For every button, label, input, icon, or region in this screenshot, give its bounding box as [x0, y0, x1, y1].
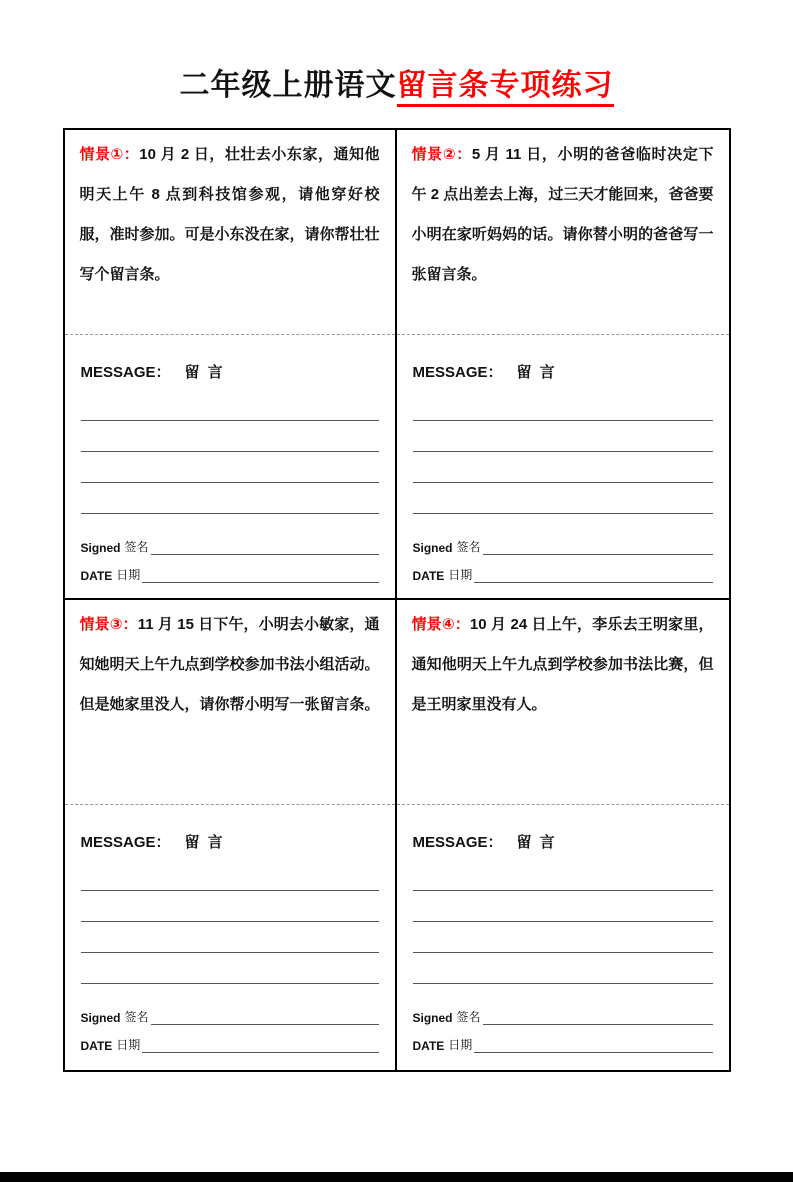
message-label-en: MESSAGE：: [412, 834, 503, 851]
writing-line: [81, 953, 379, 984]
date-row-3: [81, 1036, 379, 1053]
signed-label-cn: 签名: [124, 1010, 149, 1024]
date-label-cn: 日期: [116, 1038, 141, 1052]
signed-row-3: [81, 1008, 379, 1025]
signed-label-cn: 签名: [124, 540, 149, 554]
scenario-4-body: 10 月 24 日上午，李乐去王明家里，通知他明天上午九点到学校参加书法比赛，但是王明家里没有人。: [411, 616, 714, 713]
writing-lines-4: [413, 860, 713, 984]
date-label-en: DATE: [80, 569, 113, 583]
scenario-2-text: [397, 130, 729, 335]
worksheet-cell-4: [397, 600, 729, 1070]
page-title: [0, 60, 793, 104]
date-row-2: [413, 566, 713, 583]
writing-line: [81, 390, 379, 421]
message-label-en: MESSAGE：: [80, 364, 171, 381]
signed-blank-line: [483, 540, 713, 555]
writing-line: [413, 891, 713, 922]
worksheet-grid: [63, 128, 731, 1072]
scenario-3-body: 11 月 15 日下午，小明去小敏家，通知她明天上午九点到学校参加书法小组活动。但是她家里没人，请你帮小明写一张留言条。: [79, 616, 380, 713]
writing-line: [81, 421, 379, 452]
message-label-cn: 留 言: [184, 364, 225, 381]
signed-blank-line: [483, 1010, 713, 1025]
message-area-1: [65, 335, 395, 597]
message-heading-2: [413, 335, 713, 382]
date-label-cn: 日期: [448, 568, 473, 582]
writing-line: [413, 452, 713, 483]
writing-lines-2: [413, 390, 713, 514]
signed-row-4: [413, 1008, 713, 1025]
scenario-3-label: 情景③：: [79, 616, 138, 633]
writing-line: [413, 953, 713, 984]
writing-line: [413, 421, 713, 452]
writing-line: [413, 860, 713, 891]
date-label-cn: 日期: [116, 568, 141, 582]
page-title-black: 二年级上册语文: [179, 69, 397, 102]
scenario-2-label: 情景②：: [411, 146, 472, 163]
date-label-cn: 日期: [448, 1038, 473, 1052]
scenario-1-text: [65, 130, 395, 335]
date-blank-line: [474, 568, 712, 583]
message-heading-4: [413, 805, 713, 852]
scenario-4-label: 情景④：: [411, 616, 470, 633]
writing-line: [81, 452, 379, 483]
date-row-1: [81, 566, 379, 583]
message-label-en: MESSAGE：: [80, 834, 171, 851]
signed-blank-line: [151, 540, 379, 555]
scenario-2-body: 5 月 11 日，小明的爸爸临时决定下午 2 点出差去上海，过三天才能回来，爸爸要小明在家听妈妈的话。请你替小明的爸爸写一张留言条。: [411, 146, 714, 283]
signed-row-2: [413, 538, 713, 555]
message-heading-1: [81, 335, 379, 382]
worksheet-cell-1: [65, 130, 397, 600]
page-title-red: 留言条专项练习: [397, 69, 614, 107]
signed-label-en: Signed: [80, 1011, 121, 1025]
writing-line: [81, 483, 379, 514]
writing-line: [81, 922, 379, 953]
signed-label-cn: 签名: [456, 540, 481, 554]
message-label-cn: 留 言: [516, 834, 557, 851]
writing-line: [413, 922, 713, 953]
signed-label-cn: 签名: [456, 1010, 481, 1024]
scenario-4-text: [397, 600, 729, 805]
worksheet-cell-3: [65, 600, 397, 1070]
date-blank-line: [474, 1038, 712, 1053]
writing-line: [413, 483, 713, 514]
writing-lines-1: [81, 390, 379, 514]
date-label-en: DATE: [412, 1039, 445, 1053]
page-bottom-bar: [0, 1172, 793, 1182]
scenario-3-text: [65, 600, 395, 805]
message-heading-3: [81, 805, 379, 852]
signed-blank-line: [151, 1010, 379, 1025]
signed-label-en: Signed: [412, 1011, 453, 1025]
date-label-en: DATE: [412, 569, 445, 583]
date-blank-line: [142, 1038, 378, 1053]
message-area-2: [397, 335, 729, 597]
scenario-1-label: 情景①：: [79, 146, 140, 163]
signed-label-en: Signed: [80, 541, 121, 555]
writing-line: [81, 860, 379, 891]
date-label-en: DATE: [80, 1039, 113, 1053]
date-row-4: [413, 1036, 713, 1053]
message-label-cn: 留 言: [184, 834, 225, 851]
message-label-cn: 留 言: [516, 364, 557, 381]
message-label-en: MESSAGE：: [412, 364, 503, 381]
writing-line: [81, 891, 379, 922]
writing-lines-3: [81, 860, 379, 984]
scenario-1-body: 10 月 2 日，壮壮去小东家，通知他明天上午 8 点到科技馆参观，请他穿好校服，准时参加。可是小东没在家，请你帮壮壮写个留言条。: [79, 146, 380, 283]
message-area-3: [65, 805, 395, 1067]
signed-row-1: [81, 538, 379, 555]
writing-line: [413, 390, 713, 421]
worksheet-cell-2: [397, 130, 729, 600]
date-blank-line: [142, 568, 378, 583]
signed-label-en: Signed: [412, 541, 453, 555]
message-area-4: [397, 805, 729, 1067]
